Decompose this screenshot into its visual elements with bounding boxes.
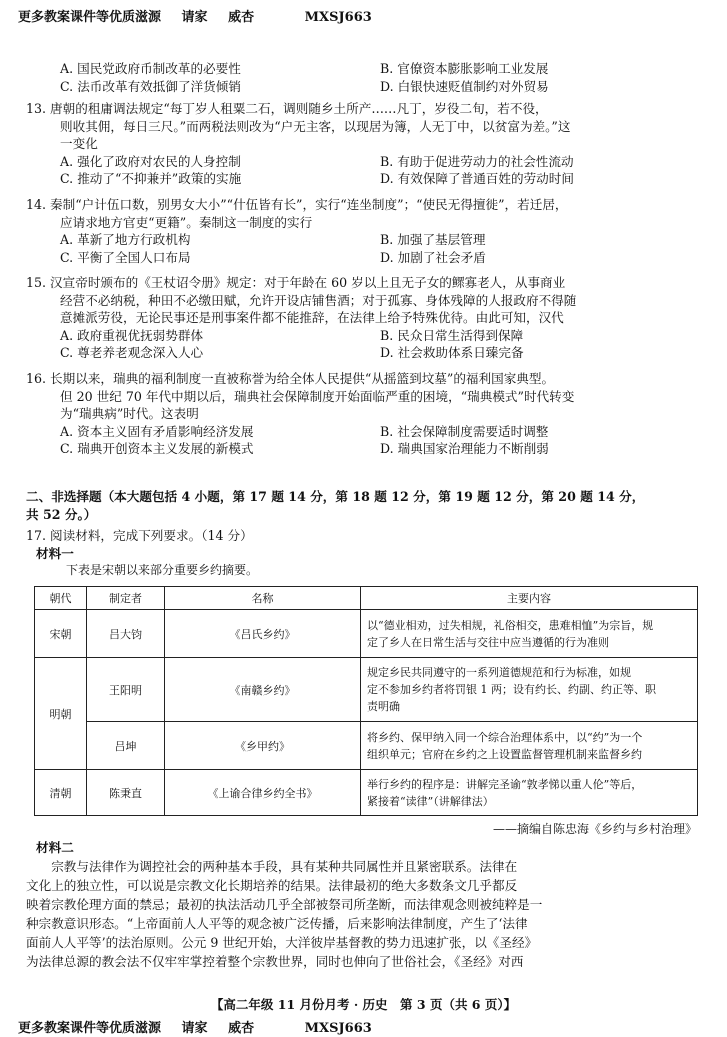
option-b: B. 有助于促进劳动力的社会性流动 <box>380 153 574 169</box>
section-2 <box>26 488 698 580</box>
option-c: C. 推动了“不抑兼并”政策的实施 <box>60 171 242 187</box>
option-c: C. 瑞典开创资本主义发展的新模式 <box>60 441 254 457</box>
content-line: 组织单元；官府在乡约之上设置监督管理机制来监督乡约 <box>367 747 642 761</box>
option-c: C. 法币改革有效抵御了洋货倾销 <box>60 78 241 94</box>
name-cell: 《上谕合律乡约全书》 <box>165 770 361 816</box>
footer-banner <box>18 1017 372 1036</box>
option-c: C. 平衡了全国人口布局 <box>60 249 191 265</box>
xiangyue-table <box>34 586 698 816</box>
option-b: B. 社会保障制度需要适时调整 <box>380 423 549 439</box>
option-row <box>26 327 698 345</box>
option-row <box>26 440 698 458</box>
banner-code: MXSJ663 <box>304 1021 372 1036</box>
question-text-line: 16. 长期以来，瑞典的福利制度一直被称誉为给全体人民提供“从摇篮到坟墓”的福利国家典型。 <box>26 371 555 386</box>
question-17-prompt: 17. 阅读材料，完成下列要求。（14 分） <box>26 528 253 544</box>
option-a: A. 政府重视优抚弱势群体 <box>60 327 204 343</box>
section-title: 共 52 分。） <box>26 506 97 522</box>
author-cell: 吕坤 <box>87 722 165 770</box>
question-text-line: 为“瑞典病”时代。这表明 <box>60 406 199 422</box>
table-header: 名称 <box>165 587 361 610</box>
author-cell: 吕大钧 <box>87 610 165 658</box>
name-cell: 《吕氏乡约》 <box>165 610 361 658</box>
material-2-line: 种宗教意识形态。“上帝面前人人平等的观念被广泛传播，后来影响法律制度，产生了‘法律 <box>26 916 528 931</box>
option-c: C. 尊老养老观念深入人心 <box>60 345 204 361</box>
option-row <box>26 249 698 267</box>
question-text-line: 则收其佣，每日三尺。”而两税法则改为“户无主客，以现居为簿，人无丁中，以贫富为差。”这 <box>60 118 571 134</box>
option-row <box>26 60 698 78</box>
table-row <box>35 658 698 722</box>
material-2 <box>26 838 698 971</box>
table-row <box>35 770 698 816</box>
option-a: A. 资本主义固有矛盾影响经济发展 <box>60 423 254 439</box>
question-text-line: 经营不必纳税，种田不必缴田赋，允许开设店铺售酒；对于孤寡、身体残障的人报政府不得随 <box>60 292 577 308</box>
option-b: B. 官僚资本膨胀影响工业发展 <box>380 61 549 76</box>
question-14 <box>26 196 698 266</box>
question-text-line: 一变化 <box>60 136 98 152</box>
material-2-line: 映着宗教伦理方面的禁忌；最初的执法活动几乎全部被祭司所垄断，而法律观念则被纯粹是一 <box>26 897 543 912</box>
question-12-options <box>26 60 698 95</box>
content-line: 紧接着“读律”（讲解律法） <box>367 794 494 808</box>
material-2-line: 为法律总源的教会法不仅牢牢掌控着整个宗教世界，同时也伸向了世俗社会，《圣经》对西 <box>26 954 524 969</box>
material-2-line: 文化上的独立性，可以说是宗教文化长期培养的结果。法律最初的绝大多数条文几乎都反 <box>26 878 518 893</box>
material-2-title: 材料二 <box>36 840 74 855</box>
content-line: 规定乡民共同遵守的一系列道德规范和行为标准，如规 <box>367 666 631 679</box>
content-line: 举行乡约的程序是：讲解完圣谕“敦孝悌以重人伦”等后， <box>367 777 643 791</box>
name-cell: 《南赣乡约》 <box>165 658 361 722</box>
question-16 <box>26 370 698 458</box>
banner-mid-text: 请家 <box>181 10 208 25</box>
question-15 <box>26 274 698 362</box>
content-cell <box>361 770 698 816</box>
dynasty-cell: 清朝 <box>35 770 87 816</box>
table-header: 制定者 <box>87 587 165 610</box>
question-text-line: 15. 汉宣帝时颁布的《王杖诏令册》规定：对于年龄在 60 岁以上且无子女的鳏寡老人，从事商业 <box>26 275 566 290</box>
table-row <box>35 722 698 770</box>
banner-left-text: 更多教案课件等优质滋源 <box>18 1021 162 1036</box>
option-d: D. 社会救助体系日臻完备 <box>380 345 524 361</box>
option-row <box>26 231 698 249</box>
option-a: A. 革新了地方行政机构 <box>60 232 191 248</box>
material-2-line: 宗教与法律作为调控社会的两种基本手段，具有某种共同属性并且紧密联系。法律在 <box>51 859 518 874</box>
question-text-line: 但 20 世纪 70 年代中期以后，瑞典社会保障制度开始面临严重的困境，“瑞典模式”时代转变 <box>60 388 575 404</box>
content-cell <box>361 722 698 770</box>
option-row <box>26 170 698 188</box>
question-text-line: 应请求地方官吏“更籍”。秦制这一制度的实行 <box>60 214 313 230</box>
option-row <box>26 423 698 441</box>
option-d: D. 有效保障了普通百姓的劳动时间 <box>380 171 574 187</box>
option-b: B. 加强了基层管理 <box>380 232 486 248</box>
section-title: 二、非选择题（本大题包括 4 小题，第 17 题 14 分，第 18 题 12 分，第 19 题 12 分，第 20 题 14 分， <box>26 489 645 504</box>
header-banner <box>18 6 372 25</box>
option-a: A. 国民党政府币制改革的必要性 <box>60 61 241 76</box>
banner-mid-text: 请家 <box>181 1021 208 1036</box>
option-a: A. 强化了政府对农民的人身控制 <box>60 153 241 169</box>
table-header: 朝代 <box>35 587 87 610</box>
content-line: 责明确 <box>367 700 400 713</box>
option-d: D. 瑞典国家治理能力不断削弱 <box>380 441 549 457</box>
banner-right-text: 威杏 <box>228 10 255 25</box>
option-row <box>26 153 698 171</box>
option-row <box>26 344 698 362</box>
question-text-line: 14. 秦制“户计伍口数，别男女大小”“什伍皆有长”，实行“连坐制度”；“使民无得擅徙”，若迁居， <box>26 197 568 212</box>
question-text-line: 意摊派劳役，无论民事还是刑事案件都不能推辞，在法律上给予特殊优待。由此可知，汉代 <box>60 310 564 326</box>
banner-right-text: 威杏 <box>228 1021 255 1036</box>
material-1-title: 材料一 <box>36 545 74 561</box>
content-line: 定了乡人在日常生活与交往中应当遵循的行为准则 <box>367 635 609 649</box>
content-cell <box>361 658 698 722</box>
content-line: 定不参加乡约者将罚银 1 两；设有约长、约副、约正等、职 <box>367 683 656 696</box>
page-footer: 【高二年级 11 月份月考 · 历史 第 3 页（共 6 页）】 <box>210 997 517 1012</box>
name-cell: 《乡甲约》 <box>165 722 361 770</box>
option-d: D. 加剧了社会矛盾 <box>380 249 486 265</box>
table-header: 主要内容 <box>361 587 698 610</box>
table-caption: 下表是宋朝以来部分重要乡约摘要。 <box>66 563 259 578</box>
table-source: ——摘编自陈忠海《乡约与乡村治理》 <box>492 822 697 836</box>
content-line: 以“德业相劝，过失相规，礼俗相交，患难相恤”为宗旨，规 <box>367 618 654 632</box>
question-text-line: 13. 唐朝的租庸调法规定“每丁岁人租粟二石，调则随乡土所产……凡丁，岁役二旬，若不役， <box>26 101 548 116</box>
option-d: D. 白银快速贬值制约对外贸易 <box>380 78 549 94</box>
question-13 <box>26 100 698 188</box>
content-line: 将乡约、保甲纳入同一个综合治理体系中，以“约”为一个 <box>367 730 643 744</box>
dynasty-cell: 宋朝 <box>35 610 87 658</box>
dynasty-cell: 明朝 <box>35 658 87 770</box>
material-2-line: 面前人人平等’的法治原则。公元 9 世纪开始，大洋彼岸基督教的势力迅速扩张，以《圣经》 <box>26 935 538 950</box>
banner-code: MXSJ663 <box>304 10 372 25</box>
table-header-row <box>35 587 698 610</box>
author-cell: 陈秉直 <box>87 770 165 816</box>
option-row <box>26 78 698 96</box>
content-cell <box>361 610 698 658</box>
author-cell: 王阳明 <box>87 658 165 722</box>
table-row <box>35 610 698 658</box>
option-b: B. 民众日常生活得到保障 <box>380 327 524 343</box>
banner-left-text: 更多教案课件等优质滋源 <box>18 10 162 25</box>
